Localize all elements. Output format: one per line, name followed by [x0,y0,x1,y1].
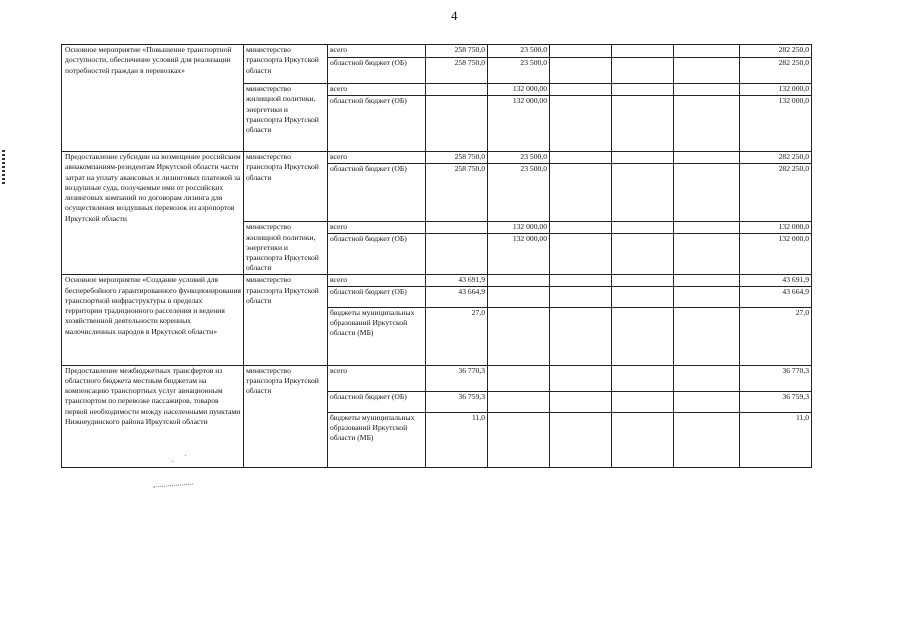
value-cell [674,307,740,365]
value-cell: 11,0 [426,412,488,467]
value-cell: 23 500,0 [488,58,550,84]
value-cell [612,234,674,275]
value-cell [674,275,740,287]
value-cell [612,45,674,58]
value-cell [674,96,740,152]
budget-table [61,44,812,468]
value-cell [550,365,612,391]
funding-source: областной бюджет (ОБ) [328,58,426,84]
total-cell: 132 000,0 [740,96,812,152]
total-cell: 43 664,9 [740,287,812,307]
total-cell: 282 250,0 [740,164,812,222]
table-row [62,365,812,391]
value-cell [612,96,674,152]
value-cell [674,152,740,164]
total-cell: 282 250,0 [740,152,812,164]
funding-source: областной бюджет (ОБ) [328,164,426,222]
value-cell [612,275,674,287]
executor-cell: министерство транспорта Иркутской области [244,275,328,365]
value-cell [674,365,740,391]
value-cell [674,164,740,222]
value-cell [612,58,674,84]
value-cell [550,96,612,152]
value-cell [550,164,612,222]
value-cell [426,96,488,152]
value-cell [550,152,612,164]
value-cell [612,222,674,234]
funding-source: всего [328,222,426,234]
funding-source: бюджеты муниципальных образований Иркутской области (МБ) [328,412,426,467]
value-cell [612,391,674,412]
page-number: 4 [451,8,458,23]
value-cell [674,412,740,467]
value-cell [674,234,740,275]
value-cell [488,391,550,412]
value-cell: 43 664,9 [426,287,488,307]
total-cell: 132 000,0 [740,84,812,96]
table-row [62,152,812,164]
value-cell [674,58,740,84]
executor-cell: министерство жилищной политики, энергетики и транспорта Иркутской области [244,84,328,152]
table-row [62,275,812,287]
value-cell [550,307,612,365]
value-cell [674,222,740,234]
value-cell [488,365,550,391]
value-cell [426,234,488,275]
funding-source: бюджеты муниципальных образований Иркутской области (МБ) [328,307,426,365]
value-cell [612,84,674,96]
value-cell [488,307,550,365]
funding-source: областной бюджет (ОБ) [328,234,426,275]
value-cell [612,412,674,467]
value-cell [550,234,612,275]
funding-source: всего [328,275,426,287]
value-cell [488,287,550,307]
value-cell: 258 750,0 [426,152,488,164]
activity-description: Предоставление межбюджетных трансфертов из областного бюджета местным бюджетам на компенсацию транспортных услуг авиационным транспортом по перевозке пассажиров, товаров первой необходимости между населенными пунктами Нижнеудинского района Иркутской области [62,365,244,467]
total-cell: 11,0 [740,412,812,467]
total-cell: 36 759,3 [740,391,812,412]
total-cell: 282 250,0 [740,58,812,84]
value-cell [612,152,674,164]
value-cell: 23 500,0 [488,45,550,58]
total-cell: 282 250,0 [740,45,812,58]
value-cell [612,365,674,391]
value-cell [426,222,488,234]
value-cell [550,391,612,412]
value-cell [674,84,740,96]
value-cell [488,412,550,467]
value-cell: 258 750,0 [426,164,488,222]
value-cell: 132 000,00 [488,222,550,234]
pencil-mark [153,479,193,488]
funding-source: областной бюджет (ОБ) [328,391,426,412]
activity-description: Основное мероприятие «Создание условий для бесперебойного гарантированного функционирования транспортной инфраструктуры в пределах территории традиционного расселения и ведения хозяйственной деятельности коренных малочисленных народов в Иркутской области» [62,275,244,365]
total-cell: 132 000,0 [740,222,812,234]
value-cell [550,412,612,467]
value-cell [674,391,740,412]
value-cell [612,164,674,222]
funding-source: всего [328,45,426,58]
value-cell [612,287,674,307]
value-cell: 132 000,00 [488,234,550,275]
executor-cell: министерство транспорта Иркутской области [244,45,328,84]
value-cell: 132 000,00 [488,84,550,96]
executor-cell: министерство транспорта Иркутской области [244,152,328,222]
funding-source: всего [328,365,426,391]
value-cell [674,287,740,307]
scan-artifact [2,150,5,186]
funding-source: областной бюджет (ОБ) [328,96,426,152]
value-cell: 132 000,00 [488,96,550,152]
funding-source: всего [328,152,426,164]
total-cell: 43 691,9 [740,275,812,287]
value-cell: 27,0 [426,307,488,365]
value-cell [550,84,612,96]
value-cell: 23 500,0 [488,164,550,222]
value-cell [488,275,550,287]
value-cell: 36 770,3 [426,365,488,391]
value-cell: 36 759,3 [426,391,488,412]
total-cell: 27,0 [740,307,812,365]
executor-cell: министерство транспорта Иркутской области [244,365,328,467]
total-cell: 132 000,0 [740,234,812,275]
activity-description: Основное мероприятие «Повышение транспортной доступности, обеспечение условий для реализации потребностей граждан в перевозках» [62,45,244,152]
value-cell: 258 750,0 [426,45,488,58]
funding-source: всего [328,84,426,96]
table-row [62,45,812,58]
executor-cell: министерство жилищной политики, энергетики и транспорта Иркутской области [244,222,328,275]
value-cell [674,45,740,58]
activity-description: Предоставление субсидии на возмещение российским авиакомпаниям-резидентам Иркутской области части затрат на уплату авансовых и лизинговых платежей за воздушные суда, получаемые ими от российских лизинговых компаний по договорам лизинга для осуществления воздушных перевозок из аэропортов Иркутской области [62,152,244,275]
total-cell: 36 770,3 [740,365,812,391]
value-cell [550,222,612,234]
value-cell [612,307,674,365]
value-cell [550,287,612,307]
value-cell: 43 691,9 [426,275,488,287]
value-cell [550,45,612,58]
value-cell: 258 750,0 [426,58,488,84]
value-cell [550,58,612,84]
funding-source: областной бюджет (ОБ) [328,287,426,307]
value-cell: 23 500,0 [488,152,550,164]
value-cell [426,84,488,96]
value-cell [550,275,612,287]
